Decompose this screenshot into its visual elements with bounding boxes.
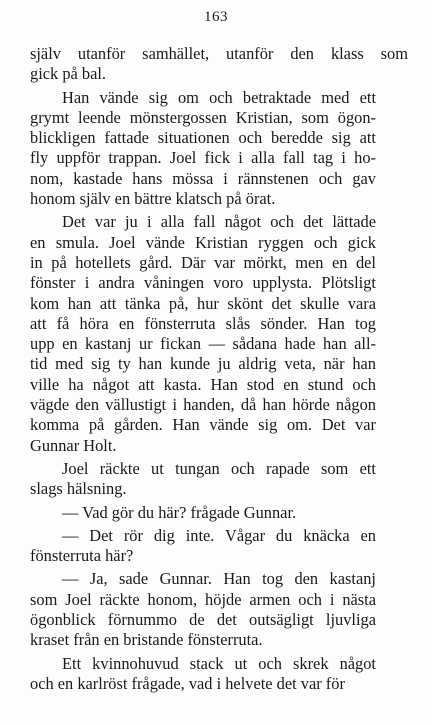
text-line: gick på bal. xyxy=(30,64,107,84)
text-line: och en karlröst frågade, vad i helvete det var för xyxy=(30,673,345,693)
paragraph xyxy=(30,526,408,567)
paragraph xyxy=(30,654,408,695)
text-line: — Det rör dig inte. Vågar du knäcka en xyxy=(62,525,376,545)
paragraph xyxy=(30,503,408,523)
paragraph xyxy=(30,212,408,456)
text-line: Gunnar Holt. xyxy=(30,435,117,455)
paragraph xyxy=(30,459,408,500)
text-line: som Joel räckte honom, höjde armen och i nästa xyxy=(30,589,376,609)
text-line: själv utanför samhället, utanför den klass som xyxy=(30,44,408,63)
text-line: tid med sig ty han kunde ju aldrig veta, när han xyxy=(30,354,376,374)
text-line: blickligen fattade situationen och beredde sig att xyxy=(30,128,376,148)
paragraph xyxy=(30,88,408,210)
text-line: en smula. Joel vände Kristian ryggen och gick xyxy=(30,232,376,252)
text-line: slags hälsning. xyxy=(30,479,127,499)
text-line: upp en kastanj ur fickan — sådana hade han all- xyxy=(30,334,376,354)
text-line: komma på gården. Han vände sig om. Det var xyxy=(30,415,376,435)
text-line: fly uppför trappan. Joel fick i alla fall tag i ho- xyxy=(30,148,376,168)
paragraph xyxy=(30,44,408,85)
text-line: honom själv en bättre klatsch på örat. xyxy=(30,189,276,209)
text-line: in på hotellets gård. Där var mörkt, men en del xyxy=(30,252,376,272)
text-line: grymt leende mönstergossen Kristian, som ögon- xyxy=(30,107,376,127)
paragraph xyxy=(30,569,408,650)
text-line: att få höra en fönsterruta slås sönder. Han tog xyxy=(30,313,376,333)
text-line: kraset från en bristande fönsterruta. xyxy=(30,630,263,650)
text-line: Joel räckte ut tungan och rapade som ett xyxy=(62,458,376,478)
text-line: nom, kastade hans mössa i rännstenen och gav xyxy=(30,168,376,188)
text-line: Han vände sig om och betraktade med ett xyxy=(62,87,376,107)
text-line: Det var ju i alla fall något och det lättade xyxy=(62,212,376,232)
text-line: ville ha något att kasta. Han stod en stund och xyxy=(30,374,376,394)
text-line: fönsterruta här? xyxy=(30,546,134,566)
text-line: vägde den vällustigt i handen, då han hörde någon xyxy=(30,395,376,415)
text-line: — Vad gör du här? frågade Gunnar. xyxy=(62,502,297,522)
page-number: 163 xyxy=(204,9,228,25)
text-line: — Ja, sade Gunnar. Han tog den kastanj xyxy=(62,569,376,589)
text-line: fönster i andra våningen voro upplysta. Plötsligt xyxy=(30,273,376,293)
text-line: kom han att tänka på, hur skönt det skulle vara xyxy=(30,293,376,313)
text-line: ögonblick förnummo de det outsägligt ljuvliga xyxy=(30,610,376,630)
body-text xyxy=(30,44,408,694)
text-line: Ett kvinnohuvud stack ut och skrek något xyxy=(62,653,376,673)
